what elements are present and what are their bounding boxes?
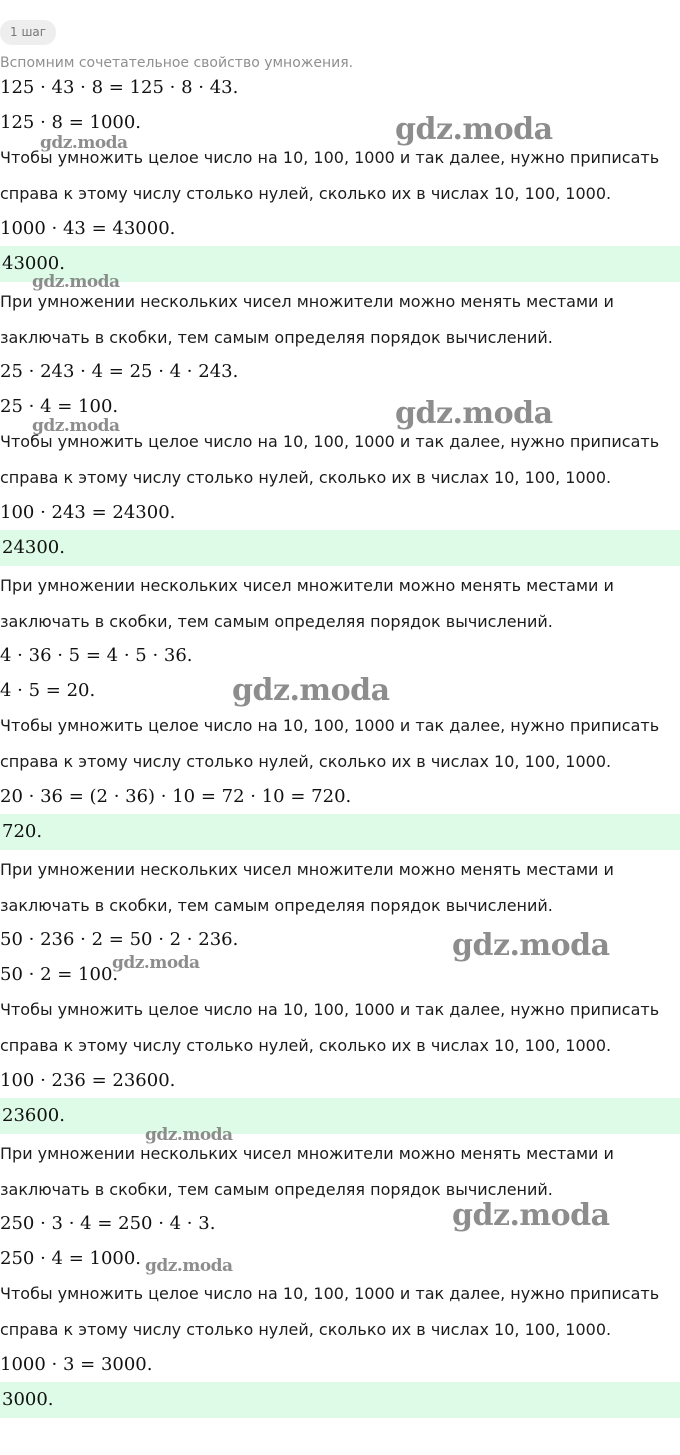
watermark: gdz.moda	[40, 133, 128, 153]
rule-text: справа к этому числу столько нулей, сколько их в числах 10, 100, 1000.	[0, 184, 612, 203]
watermark: gdz.moda	[145, 1125, 233, 1145]
answer-value: 24300.	[2, 537, 65, 558]
answer-highlight	[0, 814, 680, 850]
rule-text: Чтобы умножить целое число на 10, 100, 1000 и так далее, нужно приписать	[0, 1284, 660, 1303]
rule-text: При умножении нескольких чисел множители можно менять местами и	[0, 576, 614, 595]
answer-highlight	[0, 1382, 680, 1418]
answer-value: 23600.	[2, 1105, 65, 1126]
watermark: gdz.moda	[112, 953, 200, 973]
rule-text: заключать в скобки, тем самым определяя порядок вычислений.	[0, 612, 553, 631]
rule-text: справа к этому числу столько нулей, сколько их в числах 10, 100, 1000.	[0, 1320, 612, 1339]
rule-text: справа к этому числу столько нулей, сколько их в числах 10, 100, 1000.	[0, 468, 612, 487]
rule-text: заключать в скобки, тем самым определяя порядок вычислений.	[0, 896, 553, 915]
expression-line: 4 · 5 = 20.	[0, 680, 96, 701]
expression-line: 1000 · 3 = 3000.	[0, 1354, 153, 1375]
answer-value: 3000.	[2, 1389, 54, 1410]
expression-line: 100 · 243 = 24300.	[0, 502, 176, 523]
watermark: gdz.moda	[452, 1198, 610, 1233]
rule-text: заключать в скобки, тем самым определяя порядок вычислений.	[0, 1180, 553, 1199]
expression-line: 25 · 243 · 4 = 25 · 4 · 243.	[0, 361, 239, 382]
expression-line: 250 · 3 · 4 = 250 · 4 · 3.	[0, 1213, 216, 1234]
watermark: gdz.moda	[395, 396, 553, 431]
answer-value: 43000.	[2, 253, 65, 274]
step-badge: 1 шаг	[0, 20, 56, 45]
expression-line: 1000 · 43 = 43000.	[0, 218, 176, 239]
expression-line: 250 · 4 = 1000.	[0, 1248, 142, 1269]
rule-text: справа к этому числу столько нулей, сколько их в числах 10, 100, 1000.	[0, 752, 612, 771]
rule-text: Чтобы умножить целое число на 10, 100, 1000 и так далее, нужно приписать	[0, 432, 660, 451]
watermark: gdz.moda	[32, 272, 120, 292]
expression-line: 50 · 2 = 100.	[0, 964, 119, 985]
rule-text: Чтобы умножить целое число на 10, 100, 1000 и так далее, нужно приписать	[0, 1000, 660, 1019]
answer-highlight	[0, 1098, 680, 1134]
expression-line: 4 · 36 · 5 = 4 · 5 · 36.	[0, 645, 193, 666]
answer-highlight	[0, 246, 680, 282]
rule-text: справа к этому числу столько нулей, сколько их в числах 10, 100, 1000.	[0, 1036, 612, 1055]
intro-hint: Вспомним сочетательное свойство умножения.	[0, 55, 354, 71]
expression-line: 125 · 43 · 8 = 125 · 8 · 43.	[0, 77, 239, 98]
expression-line: 100 · 236 = 23600.	[0, 1070, 176, 1091]
watermark: gdz.moda	[32, 416, 120, 436]
expression-line: 25 · 4 = 100.	[0, 396, 119, 417]
answer-value: 720.	[2, 821, 43, 842]
rule-text: Чтобы умножить целое число на 10, 100, 1000 и так далее, нужно приписать	[0, 148, 660, 167]
rule-text: При умножении нескольких чисел множители можно менять местами и	[0, 292, 614, 311]
rule-text: заключать в скобки, тем самым определяя порядок вычислений.	[0, 328, 553, 347]
expression-line: 20 · 36 = (2 · 36) · 10 = 72 · 10 = 720.	[0, 786, 352, 807]
rule-text: При умножении нескольких чисел множители можно менять местами и	[0, 860, 614, 879]
expression-line: 50 · 236 · 2 = 50 · 2 · 236.	[0, 929, 239, 950]
rule-text: При умножении нескольких чисел множители можно менять местами и	[0, 1144, 614, 1163]
watermark: gdz.moda	[452, 928, 610, 963]
watermark: gdz.moda	[232, 673, 390, 708]
answer-highlight	[0, 530, 680, 566]
watermark: gdz.moda	[395, 112, 553, 147]
expression-line: 125 · 8 = 1000.	[0, 112, 142, 133]
watermark: gdz.moda	[145, 1256, 233, 1276]
rule-text: Чтобы умножить целое число на 10, 100, 1000 и так далее, нужно приписать	[0, 716, 660, 735]
